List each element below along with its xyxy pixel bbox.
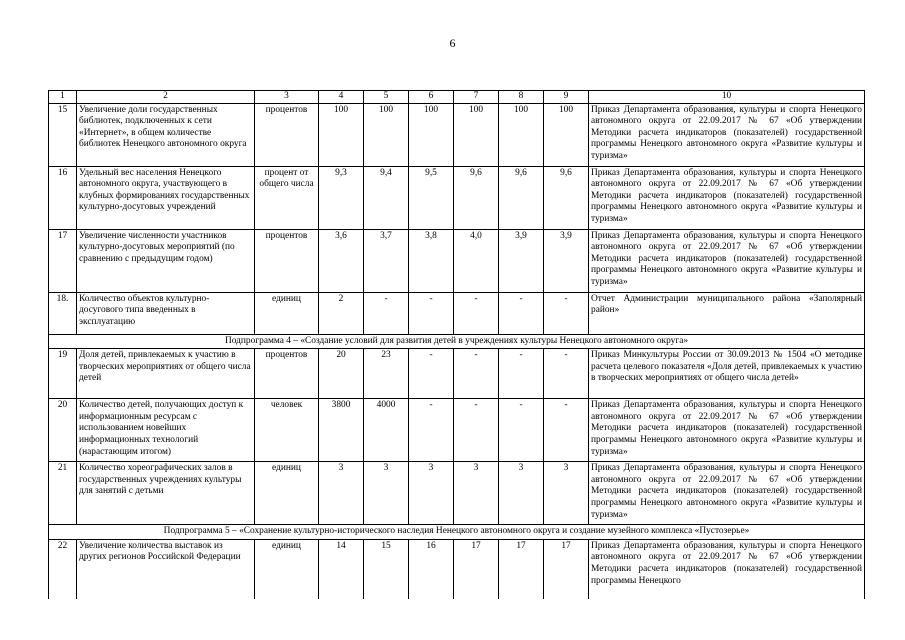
subprogram-row bbox=[49, 525, 865, 540]
value-cell: 16 bbox=[409, 539, 454, 599]
table-row bbox=[49, 292, 865, 334]
row-number: 16 bbox=[49, 166, 77, 229]
row-number: 21 bbox=[49, 462, 77, 525]
indicator-name: Количество хореографических залов в государственных учреждениях культуры для занятий с детьми bbox=[77, 462, 255, 525]
column-number-10: 10 bbox=[589, 91, 865, 104]
value-cell: 3,6 bbox=[319, 229, 364, 292]
unit-cell: процентов bbox=[255, 229, 319, 292]
indicator-name: Удельный вес населения Ненецкого автономного округа, участвующего в клубных формированиях государственных культурно-досуговых учреждений bbox=[77, 166, 255, 229]
value-cell: - bbox=[454, 399, 499, 462]
value-cell: 3 bbox=[499, 462, 544, 525]
unit-cell: единиц bbox=[255, 539, 319, 599]
value-cell: 15 bbox=[364, 539, 409, 599]
indicator-name: Увеличение доли государственных библиотек, подключенных к сети «Интернет», в общем количестве библиотек Ненецкого автономного округа bbox=[77, 103, 255, 166]
source-cell: Приказ Департамента образования, культуры и спорта Ненецкого автономного округа от 22.09.2017 № 67 «Об утверждении Методики расчета индикаторов (показателей) государственной программы Ненецкого bbox=[589, 539, 865, 599]
value-cell: 9,5 bbox=[409, 166, 454, 229]
value-cell: 3,9 bbox=[544, 229, 589, 292]
source-cell: Приказ Департамента образования, культуры и спорта Ненецкого автономного округа от 22.09.2017 № 67 «Об утверждении Методики расчета индикаторов (показателей) государственной программы Ненецкого автономного округа «Развитие культуры и туризма» bbox=[589, 462, 865, 525]
value-cell: 3800 bbox=[319, 399, 364, 462]
indicator-name: Увеличение количества выставок из других регионов Российской Федерации bbox=[77, 539, 255, 599]
unit-cell: единиц bbox=[255, 292, 319, 334]
column-number-6: 6 bbox=[409, 91, 454, 104]
value-cell: 3 bbox=[364, 462, 409, 525]
value-cell: - bbox=[544, 399, 589, 462]
value-cell: 14 bbox=[319, 539, 364, 599]
source-cell: Приказ Департамента образования, культуры и спорта Ненецкого автономного округа от 22.09.2017 № 67 «Об утверждении Методики расчета индикаторов (показателей) государственной программы Ненецкого автономного округа «Развитие культуры и туризма» bbox=[589, 399, 865, 462]
table-row bbox=[49, 349, 865, 399]
row-number: 19 bbox=[49, 349, 77, 399]
row-number: 18. bbox=[49, 292, 77, 334]
table-header-row bbox=[49, 91, 865, 104]
value-cell: 23 bbox=[364, 349, 409, 399]
table-row bbox=[49, 462, 865, 525]
value-cell: - bbox=[454, 292, 499, 334]
value-cell: - bbox=[454, 349, 499, 399]
value-cell: 3 bbox=[544, 462, 589, 525]
page-number: 6 bbox=[449, 36, 456, 50]
source-cell: Отчет Администрации муниципального района «Заполярный район» bbox=[589, 292, 865, 334]
column-number-5: 5 bbox=[364, 91, 409, 104]
subprogram-title: Подпрограмма 4 – «Создание условий для развития детей в учреждениях культуры Ненецкого автономного округа» bbox=[49, 334, 865, 349]
value-cell: 4000 bbox=[364, 399, 409, 462]
value-cell: - bbox=[409, 399, 454, 462]
value-cell: 100 bbox=[409, 103, 454, 166]
value-cell: 2 bbox=[319, 292, 364, 334]
value-cell: 3,8 bbox=[409, 229, 454, 292]
row-number: 20 bbox=[49, 399, 77, 462]
column-number-1: 1 bbox=[49, 91, 77, 104]
value-cell: - bbox=[544, 349, 589, 399]
value-cell: 9,6 bbox=[454, 166, 499, 229]
subprogram-row bbox=[49, 334, 865, 349]
table-row bbox=[49, 399, 865, 462]
value-cell: - bbox=[364, 292, 409, 334]
value-cell: 9,6 bbox=[544, 166, 589, 229]
value-cell: - bbox=[499, 292, 544, 334]
indicator-name: Увеличение численности участников культурно-досуговых мероприятий (по сравнению с предыдущим годом) bbox=[77, 229, 255, 292]
table-row bbox=[49, 166, 865, 229]
column-number-9: 9 bbox=[544, 91, 589, 104]
value-cell: 3,9 bbox=[499, 229, 544, 292]
column-number-4: 4 bbox=[319, 91, 364, 104]
unit-cell: процент от общего числа bbox=[255, 166, 319, 229]
source-cell: Приказ Департамента образования, культуры и спорта Ненецкого автономного округа от 22.09.2017 № 67 «Об утверждении Методики расчета индикаторов (показателей) государственной программы Ненецкого автономного округа «Развитие культуры и туризма» bbox=[589, 229, 865, 292]
value-cell: 9,6 bbox=[499, 166, 544, 229]
value-cell: 17 bbox=[454, 539, 499, 599]
value-cell: - bbox=[544, 292, 589, 334]
source-cell: Приказ Департамента образования, культуры и спорта Ненецкого автономного округа от 22.09.2017 № 67 «Об утверждении Методики расчета индикаторов (показателей) государственной программы Ненецкого автономного округа «Развитие культуры и туризма» bbox=[589, 103, 865, 166]
table-row bbox=[49, 539, 865, 599]
unit-cell: человек bbox=[255, 399, 319, 462]
value-cell: - bbox=[499, 349, 544, 399]
column-number-8: 8 bbox=[499, 91, 544, 104]
indicators-table bbox=[48, 90, 865, 599]
value-cell: 3 bbox=[409, 462, 454, 525]
value-cell: 100 bbox=[319, 103, 364, 166]
value-cell: 3 bbox=[319, 462, 364, 525]
indicator-name: Количество объектов культурно-досугового типа введенных в эксплуатацию bbox=[77, 292, 255, 334]
value-cell: 17 bbox=[544, 539, 589, 599]
indicator-name: Доля детей, привлекаемых к участию в творческих мероприятиях от общего числа детей bbox=[77, 349, 255, 399]
column-number-7: 7 bbox=[454, 91, 499, 104]
value-cell: 100 bbox=[364, 103, 409, 166]
subprogram-title: Подпрограмма 5 – «Сохранение культурно-исторического наследия Ненецкого автономного округа и создание музейного комплекса «Пустозерье» bbox=[49, 525, 865, 540]
value-cell: 3,7 bbox=[364, 229, 409, 292]
value-cell: 17 bbox=[499, 539, 544, 599]
row-number: 15 bbox=[49, 103, 77, 166]
indicator-name: Количество детей, получающих доступ к информационным ресурсам с использованием новейших информационных технологий (нарастающим итогом) bbox=[77, 399, 255, 462]
value-cell: 3 bbox=[454, 462, 499, 525]
value-cell: 100 bbox=[544, 103, 589, 166]
value-cell: 20 bbox=[319, 349, 364, 399]
row-number: 17 bbox=[49, 229, 77, 292]
value-cell: - bbox=[499, 399, 544, 462]
source-cell: Приказ Минкультуры России от 30.09.2013 № 1504 «О методике расчета целевого показателя «Доля детей, привлекаемых к участию в творческих мероприятиях от общего числа детей» bbox=[589, 349, 865, 399]
value-cell: - bbox=[409, 292, 454, 334]
unit-cell: единиц bbox=[255, 462, 319, 525]
column-number-3: 3 bbox=[255, 91, 319, 104]
value-cell: 9,3 bbox=[319, 166, 364, 229]
value-cell: 4,0 bbox=[454, 229, 499, 292]
unit-cell: процентов bbox=[255, 103, 319, 166]
value-cell: 100 bbox=[499, 103, 544, 166]
value-cell: 9,4 bbox=[364, 166, 409, 229]
row-number: 22 bbox=[49, 539, 77, 599]
column-number-2: 2 bbox=[77, 91, 255, 104]
value-cell: - bbox=[409, 349, 454, 399]
source-cell: Приказ Департамента образования, культуры и спорта Ненецкого автономного округа от 22.09.2017 № 67 «Об утверждении Методики расчета индикаторов (показателей) государственной программы Ненецкого автономного округа «Развитие культуры и туризма» bbox=[589, 166, 865, 229]
table-row bbox=[49, 103, 865, 166]
value-cell: 100 bbox=[454, 103, 499, 166]
table-row bbox=[49, 229, 865, 292]
unit-cell: процентов bbox=[255, 349, 319, 399]
